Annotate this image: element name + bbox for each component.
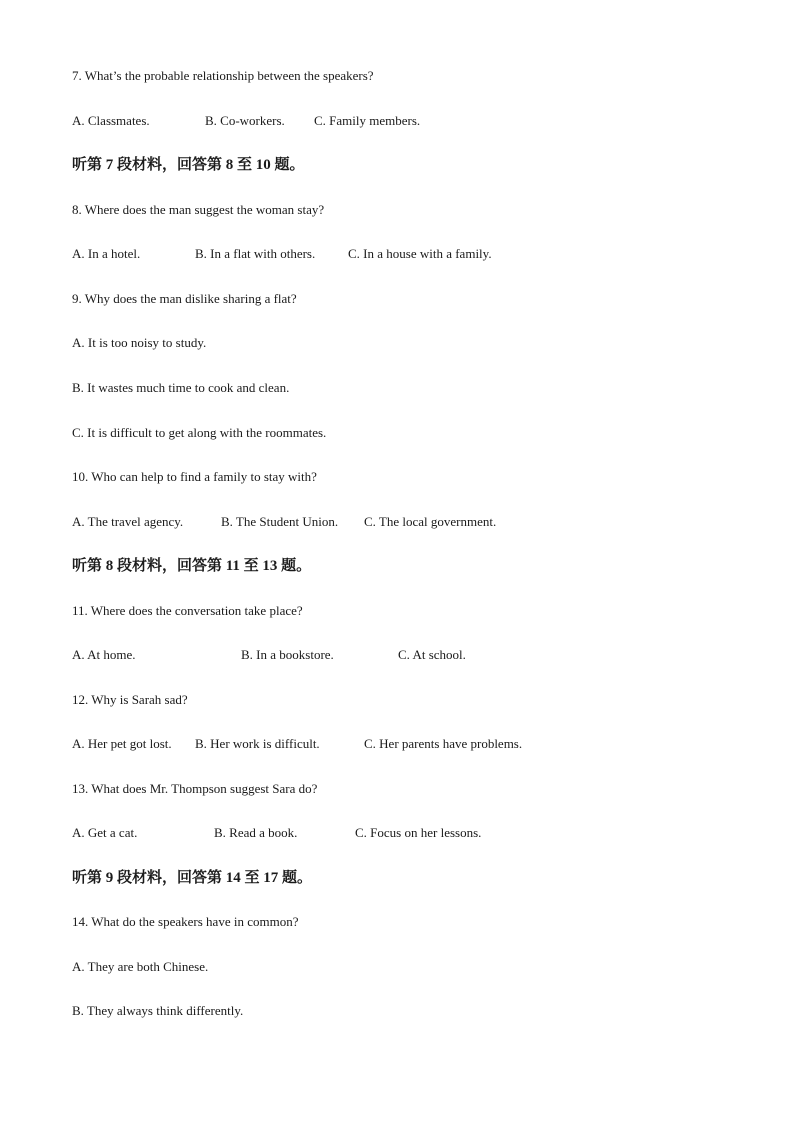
- question-text: 11. Where does the conversation take place?: [72, 603, 303, 618]
- answer-option: A. At home.: [72, 647, 136, 662]
- question-text: B. It wastes much time to cook and clean.: [72, 380, 290, 395]
- question-text: A. They are both Chinese.: [72, 959, 209, 974]
- answer-option: A. The travel agency.: [72, 514, 184, 529]
- answer-option: B. Co-workers.: [205, 113, 285, 128]
- section-heading: 听第 8 段材料，回答第 11 至 13 题。: [72, 558, 312, 574]
- answer-option: B. Read a book.: [214, 825, 298, 840]
- answer-option: B. Her work is difficult.: [195, 736, 320, 751]
- question-text: B. They always think differently.: [72, 1003, 244, 1018]
- section-heading: 听第 7 段材料，回答第 8 至 10 题。: [72, 157, 305, 173]
- question-text: 14. What do the speakers have in common?: [72, 914, 299, 929]
- question-text: 8. Where does the man suggest the woman stay?: [72, 202, 325, 217]
- question-text: A. It is too noisy to study.: [72, 335, 207, 350]
- answer-option: C. The local government.: [364, 514, 497, 529]
- answer-option: B. In a bookstore.: [241, 647, 334, 662]
- answer-option: B. In a flat with others.: [195, 246, 316, 261]
- answer-option: B. The Student Union.: [221, 514, 339, 529]
- answer-option: C. Focus on her lessons.: [355, 825, 482, 840]
- question-text: 10. Who can help to find a family to stay with?: [72, 469, 317, 484]
- question-text: C. It is difficult to get along with the roommates.: [72, 425, 327, 440]
- question-text: 7. What’s the probable relationship between the speakers?: [72, 68, 374, 83]
- question-text: 13. What does Mr. Thompson suggest Sara do?: [72, 781, 318, 796]
- answer-option: C. Family members.: [314, 113, 421, 128]
- answer-option: C. In a house with a family.: [348, 246, 492, 261]
- question-text: 12. Why is Sarah sad?: [72, 692, 188, 707]
- answer-option: A. Get a cat.: [72, 825, 138, 840]
- answer-option: C. At school.: [398, 647, 466, 662]
- answer-option: A. In a hotel.: [72, 246, 141, 261]
- section-heading: 听第 9 段材料，回答第 14 至 17 题。: [72, 870, 313, 886]
- answer-option: C. Her parents have problems.: [364, 736, 523, 751]
- answer-option: A. Her pet got lost.: [72, 736, 172, 751]
- answer-option: A. Classmates.: [72, 113, 150, 128]
- question-text: 9. Why does the man dislike sharing a flat?: [72, 291, 297, 306]
